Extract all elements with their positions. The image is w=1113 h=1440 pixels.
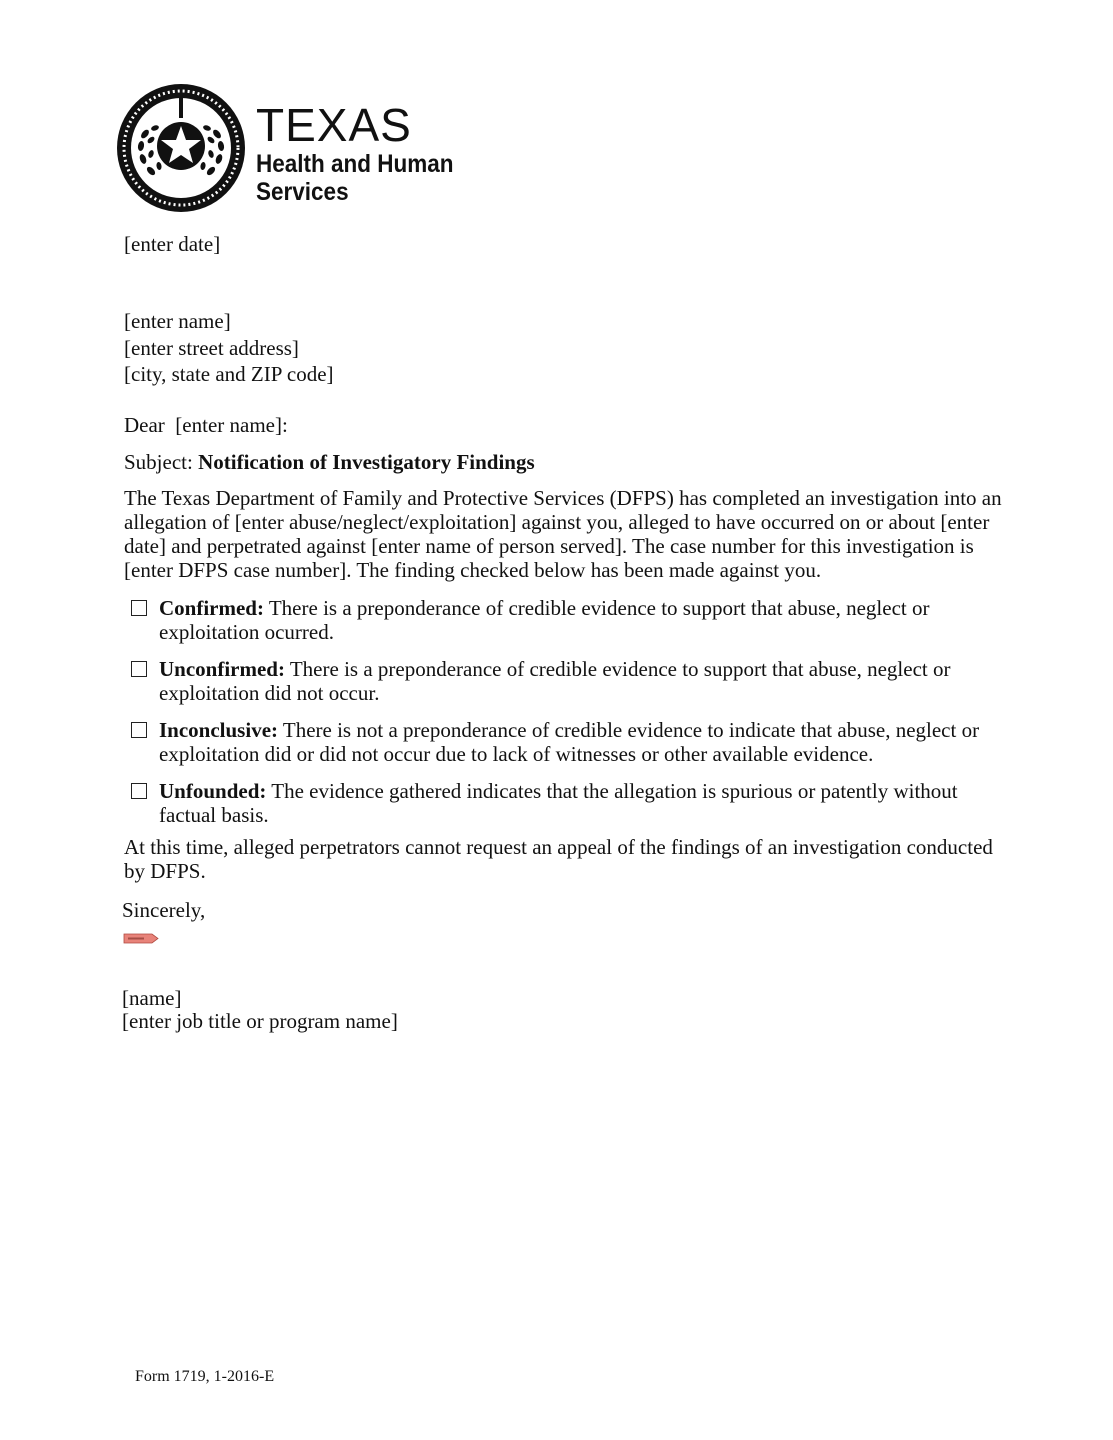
appeal-note: At this time, alleged perpetrators cannot request an appeal of the findings of an investigation conducted by DFPS. bbox=[124, 835, 993, 883]
agency-wordmark bbox=[256, 100, 475, 206]
subject-label: Subject: bbox=[124, 450, 199, 474]
finding-description: There is not a preponderance of credible evidence to indicate that abuse, neglect or exploitation did or did not occur due to lack of witnesses or other available evidence. bbox=[159, 718, 980, 766]
form-id: Form 1719, 1-2016-E bbox=[135, 1368, 275, 1385]
finding-label: Inconclusive: bbox=[159, 718, 279, 742]
finding-description: There is a preponderance of credible evidence to support that abuse, neglect or exploitation ocurred. bbox=[159, 596, 930, 644]
sign-here-flag-icon[interactable] bbox=[123, 931, 159, 942]
letter-date: [enter date] bbox=[124, 232, 221, 256]
finding-description: The evidence gathered indicates that the allegation is spurious or patently without factual basis. bbox=[159, 779, 958, 827]
inconclusive-checkbox[interactable] bbox=[131, 722, 147, 738]
finding-text bbox=[159, 718, 1009, 766]
signer-title: [enter job title or program name] bbox=[122, 1009, 398, 1033]
finding-label: Unconfirmed: bbox=[159, 657, 285, 681]
findings-list bbox=[131, 596, 1011, 840]
signer-name: [name] bbox=[122, 986, 182, 1010]
finding-description: There is a preponderance of credible evidence to support that abuse, neglect or exploitation did not occur. bbox=[159, 657, 951, 705]
recipient-name: [enter name] bbox=[124, 309, 231, 333]
subject-title: Notification of Investigatory Findings bbox=[198, 450, 535, 474]
subject-line bbox=[124, 450, 535, 474]
logo-line-1: Health and Human bbox=[256, 150, 454, 178]
finding-text bbox=[159, 779, 1009, 827]
finding-label: Confirmed: bbox=[159, 596, 264, 620]
intro-paragraph: The Texas Department of Family and Protective Services (DFPS) has completed an investigation into an allegation of [enter abuse/neglect/exploitation] against you, alleged to have occurred on or about [enter date] and perpetrated against [enter name of person served]. The case number for this investigation is [enter DFPS case number]. The finding checked below has been made against you. bbox=[124, 486, 1002, 582]
unconfirmed-checkbox[interactable] bbox=[131, 661, 147, 677]
recipient-city-line: [city, state and ZIP code] bbox=[124, 362, 334, 386]
finding-text bbox=[159, 657, 1009, 705]
closing: Sincerely, bbox=[122, 898, 206, 922]
texas-seal-logo bbox=[115, 82, 247, 214]
salutation: Dear [enter name]: bbox=[124, 413, 288, 437]
finding-label: Unfounded: bbox=[159, 779, 267, 803]
finding-text bbox=[159, 596, 1009, 644]
logo-word: TEXAS bbox=[256, 99, 412, 151]
finding-confirmed bbox=[131, 596, 1011, 644]
finding-unconfirmed bbox=[131, 657, 1011, 705]
finding-unfounded bbox=[131, 779, 1011, 827]
unfounded-checkbox[interactable] bbox=[131, 783, 147, 799]
logo-line-2: Services bbox=[256, 178, 349, 206]
finding-inconclusive bbox=[131, 718, 1011, 766]
confirmed-checkbox[interactable] bbox=[131, 600, 147, 616]
recipient-street: [enter street address] bbox=[124, 336, 299, 360]
